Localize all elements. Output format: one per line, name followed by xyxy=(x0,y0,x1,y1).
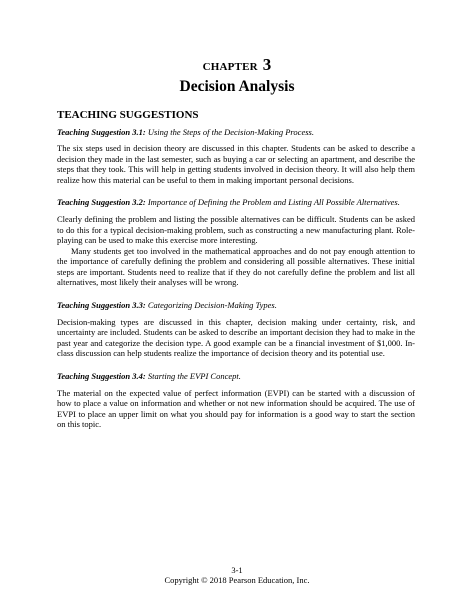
section-heading: TEACHING SUGGESTIONS xyxy=(57,109,199,121)
chapter-label: CHAPTER xyxy=(202,61,258,73)
chapter-heading xyxy=(0,54,474,78)
suggestion-heading xyxy=(57,197,415,208)
teaching-suggestion-3-1 xyxy=(57,127,415,185)
suggestion-label: Teaching Suggestion 3.4: xyxy=(57,370,146,381)
suggestion-label: Teaching Suggestion 3.3: xyxy=(57,299,146,310)
chapter-title: Decision Analysis xyxy=(179,78,295,95)
chapter-number: 3 xyxy=(262,55,272,74)
suggestion-heading xyxy=(57,127,415,138)
copyright-notice: Copyright © 2018 Pearson Education, Inc. xyxy=(164,575,310,585)
suggestion-heading xyxy=(57,371,415,382)
suggestion-title: Starting the EVPI Concept. xyxy=(147,370,241,381)
suggestion-paragraph: Many students get too involved in the mathematical approaches and do not pay enough attention to the importance of carefully defining the problem and considering all possible alternatives. These initial steps are important. Students need to realize that if they do not carefully define the problem and list all alternatives, most likely their analyses will be wrong. xyxy=(57,245,415,287)
suggestion-title: Importance of Defining the Problem and Listing All Possible Alternatives. xyxy=(147,197,400,207)
suggestion-label: Teaching Suggestion 3.2: xyxy=(57,197,146,207)
page-number: 3-1 xyxy=(231,565,243,575)
document-body xyxy=(57,108,415,430)
suggestion-title: Using the Steps of the Decision-Making Process. xyxy=(147,127,314,137)
teaching-suggestion-3-2 xyxy=(57,197,415,288)
teaching-suggestion-3-3 xyxy=(57,300,415,359)
suggestion-heading xyxy=(57,300,415,311)
suggestion-paragraph: Clearly defining the problem and listing the possible alternatives can be difficult. Students can be asked to do this for a typical decision-making problem, such as constructing a new manufacturing plant. Role-playing can be used to make this exercise more interesting. xyxy=(57,214,415,245)
suggestion-paragraph: The six steps used in decision theory are discussed in this chapter. Students can be asked to describe a decision they made in the last semester, such as buying a car or selecting an apartment, and describe the steps that they took. This will help in getting students involved in decision theory. It will also help them realize how this material can be useful to them in making important personal decisions. xyxy=(57,143,415,185)
teaching-suggestion-3-4 xyxy=(57,371,415,430)
suggestion-title: Categorizing Decision-Making Types. xyxy=(147,299,277,310)
suggestion-paragraph: Decision-making types are discussed in this chapter, decision making under certainty, risk, and uncertainty are included. Students can be asked to describe an important decision they had to make in the past year and categorize the decision type. A good example can be a financial investment of $1,000. In-class discussion can help students realize the importance of decision theory and its potential use. xyxy=(57,316,415,358)
suggestion-label: Teaching Suggestion 3.1: xyxy=(57,127,146,137)
suggestion-paragraph: The material on the expected value of perfect information (EVPI) can be started with a discussion of how to place a value on information and whether or not new information should be acquired. The use of EVPI to place an upper limit on what you should pay for information is a good way to start the section on this topic. xyxy=(57,387,415,429)
